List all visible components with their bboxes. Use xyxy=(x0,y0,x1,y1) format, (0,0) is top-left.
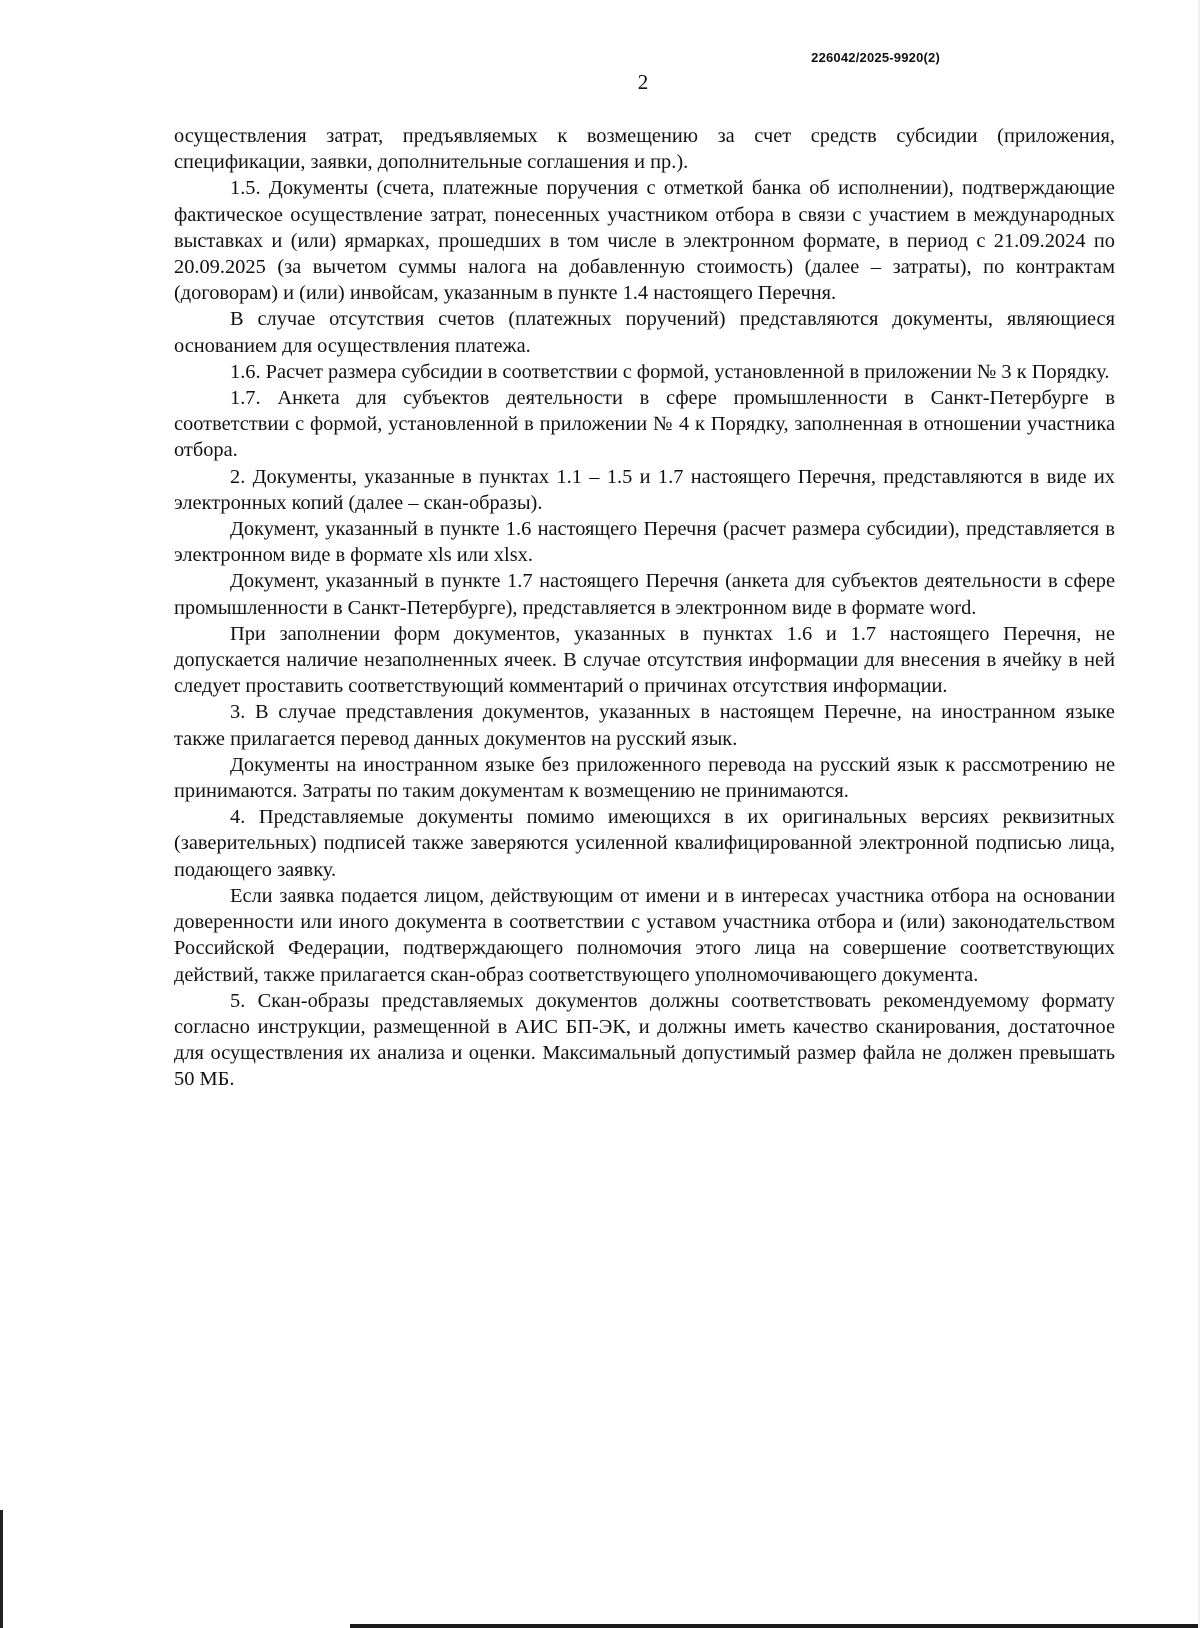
paragraph-4: 4. Представляемые документы помимо имеющихся в их оригинальных версиях реквизитных (заверительных) подписей также заверяются усиленной квалифицированной электронной подписью лица, подающего заявку. xyxy=(174,806,1115,881)
paragraph-foreign-docs: Документы на иностранном языке без приложенного перевода на русский язык к рассмотрению не принимаются. Затраты по таким документам к возмещению не принимаются. xyxy=(174,753,1115,803)
document-id: 226042/2025-9920(2) xyxy=(811,50,940,65)
document-body xyxy=(174,123,1115,1093)
paragraph-power-of-attorney: Если заявка подается лицом, действующим от имени и в интересах участника отбора на основании доверенности или иного документа в соответствии с уставом участника отбора и (или) законодательством Российской Федерации, подтверждающего полномочия этого лица на совершение соответствующих действий, также прилагается скан-образ соответствующего уполномочивающего документа. xyxy=(174,884,1115,986)
scan-edge-left xyxy=(0,1510,3,1628)
paragraph-no-invoices: В случае отсутствия счетов (платежных поручений) представляются документы, являющиеся основанием для осуществления платежа. xyxy=(174,308,1115,357)
paragraph-1-6: 1.6. Расчет размера субсидии в соответствии с формой, установленной в приложении № 3 к Порядку. xyxy=(230,360,1110,383)
paragraph-1-5: 1.5. Документы (счета, платежные поручения с отметкой банка об исполнении), подтверждающие фактическое осуществление затрат, понесенных участником отбора в связи с участием в международных выставках и (или) ярмарках, прошедших в том числе в электронном формате, в период с 21.09.2024 по 20.09.2025 (за вычетом суммы налога на добавленную стоимость) (далее – затраты), по контрактам (договорам) и (или) инвойсам, указанным в пункте 1.4 настоящего Перечня. xyxy=(174,177,1115,305)
paragraph-2: 2. Документы, указанные в пунктах 1.1 – 1.5 и 1.7 настоящего Перечня, представляются в виде их электронных копий (далее – скан-образы). xyxy=(174,465,1115,514)
paragraph-3: 3. В случае представления документов, указанных в настоящем Перечне, на иностранном языке также прилагается перевод данных документов на русский язык. xyxy=(174,701,1115,750)
paragraph-5: 5. Скан-образы представляемых документов должны соответствовать рекомендуемому формату согласно инструкции, размещенной в АИС БП-ЭК, и должны иметь качество сканирования, достаточное для осуществления их анализа и оценки. Максимальный допустимый размер файла не должен превышать 50 МБ. xyxy=(174,989,1115,1091)
scan-edge-bottom xyxy=(350,1624,1200,1628)
paragraph-doc-1-6-format: Документ, указанный в пункте 1.6 настоящего Перечня (расчет размера субсидии), представляется в электронном виде в формате xls или xlsx. xyxy=(174,518,1115,567)
page-number: 2 xyxy=(637,70,649,94)
paragraph-1-7: 1.7. Анкета для субъектов деятельности в сфере промышленности в Санкт-Петербурге в соответствии с формой, установленной в приложении № 4 к Порядку, заполненная в отношении участника отбора. xyxy=(174,387,1115,462)
paragraph-doc-1-7-format: Документ, указанный в пункте 1.7 настоящего Перечня (анкета для субъектов деятельности в сфере промышленности в Санкт-Петербурге), представляется в электронном виде в формате word. xyxy=(174,570,1115,619)
paragraph-empty-cells: При заполнении форм документов, указанных в пунктах 1.6 и 1.7 настоящего Перечня, не допускается наличие незаполненных ячеек. В случае отсутствия информации для внесения в ячейку в ней следует проставить соответствующий комментарий о причинах отсутствия информации. xyxy=(174,622,1115,698)
paragraph-continuation: осуществления затрат, предъявляемых к возмещению за счет средств субсидии (приложения, спецификации, заявки, дополнительные соглашения и пр.). xyxy=(174,125,1115,174)
